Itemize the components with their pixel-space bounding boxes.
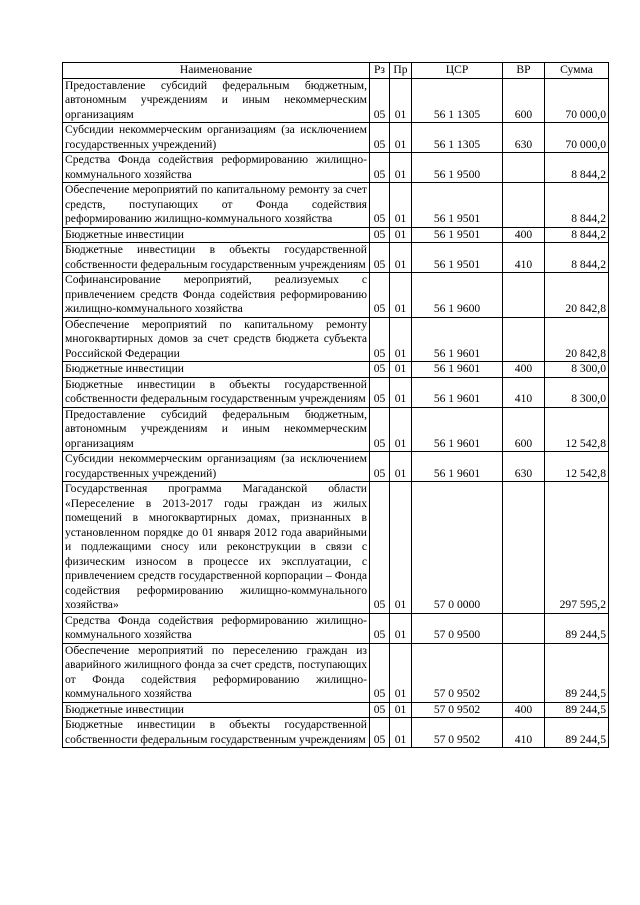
table-row bbox=[63, 243, 609, 273]
row-pr: 01 bbox=[390, 613, 412, 643]
table-row bbox=[63, 183, 609, 228]
row-name: Субсидии некоммерческим организациям (за исключением государственных учреждений) bbox=[63, 123, 370, 153]
row-csr: 57 0 9502 bbox=[412, 702, 503, 718]
table-row bbox=[63, 153, 609, 183]
row-pr: 01 bbox=[390, 227, 412, 243]
row-csr: 56 1 9501 bbox=[412, 183, 503, 228]
row-vr: 410 bbox=[503, 377, 545, 407]
row-sum: 70 000,0 bbox=[545, 123, 609, 153]
row-pr: 01 bbox=[390, 377, 412, 407]
row-rz: 05 bbox=[370, 613, 390, 643]
row-csr: 56 1 1305 bbox=[412, 123, 503, 153]
row-rz: 05 bbox=[370, 702, 390, 718]
row-vr bbox=[503, 317, 545, 362]
row-vr bbox=[503, 482, 545, 614]
row-name: Бюджетные инвестиции bbox=[63, 227, 370, 243]
row-vr: 600 bbox=[503, 78, 545, 123]
row-pr: 01 bbox=[390, 452, 412, 482]
header-sum: Сумма bbox=[545, 63, 609, 79]
header-row bbox=[63, 63, 609, 79]
row-name: Бюджетные инвестиции в объекты государственной собственности федеральным государственным учреждениям bbox=[63, 243, 370, 273]
row-sum: 12 542,8 bbox=[545, 452, 609, 482]
table-row bbox=[63, 482, 609, 614]
row-vr bbox=[503, 273, 545, 318]
row-vr bbox=[503, 183, 545, 228]
row-pr: 01 bbox=[390, 718, 412, 748]
table-header bbox=[63, 63, 609, 79]
row-rz: 05 bbox=[370, 482, 390, 614]
table-body bbox=[63, 78, 609, 748]
row-sum: 297 595,2 bbox=[545, 482, 609, 614]
table-row bbox=[63, 273, 609, 318]
row-pr: 01 bbox=[390, 153, 412, 183]
row-sum: 20 842,8 bbox=[545, 273, 609, 318]
row-csr: 57 0 9502 bbox=[412, 643, 503, 702]
row-vr bbox=[503, 153, 545, 183]
table-row bbox=[63, 123, 609, 153]
row-rz: 05 bbox=[370, 243, 390, 273]
table-row bbox=[63, 78, 609, 123]
row-csr: 56 1 9501 bbox=[412, 243, 503, 273]
row-name: Обеспечение мероприятий по капитальному ремонту многоквартирных домов за счет средств бюджета субъекта Российской Федерации bbox=[63, 317, 370, 362]
budget-table bbox=[62, 62, 609, 748]
row-sum: 20 842,8 bbox=[545, 317, 609, 362]
row-sum: 89 244,5 bbox=[545, 613, 609, 643]
row-pr: 01 bbox=[390, 273, 412, 318]
row-vr: 410 bbox=[503, 718, 545, 748]
table-row bbox=[63, 702, 609, 718]
row-rz: 05 bbox=[370, 718, 390, 748]
row-csr: 56 1 1305 bbox=[412, 78, 503, 123]
row-vr bbox=[503, 613, 545, 643]
table-row bbox=[63, 643, 609, 702]
row-sum: 89 244,5 bbox=[545, 643, 609, 702]
row-pr: 01 bbox=[390, 78, 412, 123]
table-row bbox=[63, 362, 609, 378]
row-pr: 01 bbox=[390, 183, 412, 228]
row-name: Субсидии некоммерческим организациям (за исключением государственных учреждений) bbox=[63, 452, 370, 482]
row-vr bbox=[503, 643, 545, 702]
row-rz: 05 bbox=[370, 227, 390, 243]
row-rz: 05 bbox=[370, 377, 390, 407]
row-rz: 05 bbox=[370, 78, 390, 123]
row-name: Бюджетные инвестиции в объекты государственной собственности федеральным государственным учреждениям bbox=[63, 377, 370, 407]
row-name: Государственная программа Магаданской области «Переселение в 2013-2017 годы граждан из жилых помещений в многоквартирных домах, признанных в установленном порядке до 01 января 2012 года аварийными и подлежащими сносу или реконструкции в связи с физическим износом в процессе их эксплуатации, с привлечением средств государственной корпорации – Фонда содействия реформированию жилищно-коммунального хозяйства» bbox=[63, 482, 370, 614]
row-pr: 01 bbox=[390, 643, 412, 702]
row-pr: 01 bbox=[390, 243, 412, 273]
table-row bbox=[63, 718, 609, 748]
row-rz: 05 bbox=[370, 362, 390, 378]
table-row bbox=[63, 452, 609, 482]
row-rz: 05 bbox=[370, 123, 390, 153]
row-pr: 01 bbox=[390, 362, 412, 378]
row-csr: 57 0 9500 bbox=[412, 613, 503, 643]
row-sum: 8 844,2 bbox=[545, 243, 609, 273]
row-name: Бюджетные инвестиции bbox=[63, 702, 370, 718]
row-sum: 12 542,8 bbox=[545, 407, 609, 452]
row-vr: 400 bbox=[503, 702, 545, 718]
row-vr: 630 bbox=[503, 123, 545, 153]
row-csr: 57 0 9502 bbox=[412, 718, 503, 748]
row-csr: 56 1 9601 bbox=[412, 377, 503, 407]
row-rz: 05 bbox=[370, 317, 390, 362]
row-csr: 56 1 9601 bbox=[412, 452, 503, 482]
row-sum: 70 000,0 bbox=[545, 78, 609, 123]
row-name: Обеспечение мероприятий по переселению граждан из аварийного жилищного фонда за счет средств, поступающих от Фонда содействия реформированию жилищно-коммунального хозяйства bbox=[63, 643, 370, 702]
header-pr: Пр bbox=[390, 63, 412, 79]
row-sum: 8 844,2 bbox=[545, 183, 609, 228]
row-pr: 01 bbox=[390, 482, 412, 614]
row-name: Обеспечение мероприятий по капитальному ремонту за счет средств, поступающих от Фонда содействия реформированию жилищно-коммунального хозяйства bbox=[63, 183, 370, 228]
row-rz: 05 bbox=[370, 452, 390, 482]
header-vr: ВР bbox=[503, 63, 545, 79]
row-csr: 56 1 9601 bbox=[412, 362, 503, 378]
row-name: Бюджетные инвестиции bbox=[63, 362, 370, 378]
row-sum: 89 244,5 bbox=[545, 718, 609, 748]
row-rz: 05 bbox=[370, 183, 390, 228]
header-csr: ЦСР bbox=[412, 63, 503, 79]
table-row bbox=[63, 227, 609, 243]
row-vr: 400 bbox=[503, 362, 545, 378]
row-name: Предоставление субсидий федеральным бюджетным, автономным учреждениям и иным некоммерческим организациям bbox=[63, 407, 370, 452]
row-csr: 56 1 9601 bbox=[412, 317, 503, 362]
row-sum: 8 300,0 bbox=[545, 362, 609, 378]
table-row bbox=[63, 613, 609, 643]
row-csr: 56 1 9500 bbox=[412, 153, 503, 183]
table-row bbox=[63, 407, 609, 452]
row-vr: 630 bbox=[503, 452, 545, 482]
row-csr: 56 1 9501 bbox=[412, 227, 503, 243]
row-name: Средства Фонда содействия реформированию жилищно-коммунального хозяйства bbox=[63, 613, 370, 643]
row-csr: 56 1 9600 bbox=[412, 273, 503, 318]
table-row bbox=[63, 377, 609, 407]
header-name: Наименование bbox=[63, 63, 370, 79]
row-sum: 8 844,2 bbox=[545, 227, 609, 243]
row-name: Бюджетные инвестиции в объекты государственной собственности федеральным государственным учреждениям bbox=[63, 718, 370, 748]
row-rz: 05 bbox=[370, 407, 390, 452]
row-csr: 57 0 0000 bbox=[412, 482, 503, 614]
row-rz: 05 bbox=[370, 153, 390, 183]
row-vr: 400 bbox=[503, 227, 545, 243]
row-name: Средства Фонда содействия реформированию жилищно-коммунального хозяйства bbox=[63, 153, 370, 183]
row-rz: 05 bbox=[370, 643, 390, 702]
table-row bbox=[63, 317, 609, 362]
row-csr: 56 1 9601 bbox=[412, 407, 503, 452]
row-pr: 01 bbox=[390, 702, 412, 718]
row-pr: 01 bbox=[390, 317, 412, 362]
row-sum: 8 300,0 bbox=[545, 377, 609, 407]
row-vr: 410 bbox=[503, 243, 545, 273]
row-sum: 89 244,5 bbox=[545, 702, 609, 718]
row-vr: 600 bbox=[503, 407, 545, 452]
row-sum: 8 844,2 bbox=[545, 153, 609, 183]
row-name: Софинансирование мероприятий, реализуемых с привлечением средств Фонда содействия реформированию жилищно-коммунального хозяйства bbox=[63, 273, 370, 318]
row-rz: 05 bbox=[370, 273, 390, 318]
row-pr: 01 bbox=[390, 407, 412, 452]
header-rz: Рз bbox=[370, 63, 390, 79]
row-name: Предоставление субсидий федеральным бюджетным, автономным учреждениям и иным некоммерческим организациям bbox=[63, 78, 370, 123]
row-pr: 01 bbox=[390, 123, 412, 153]
